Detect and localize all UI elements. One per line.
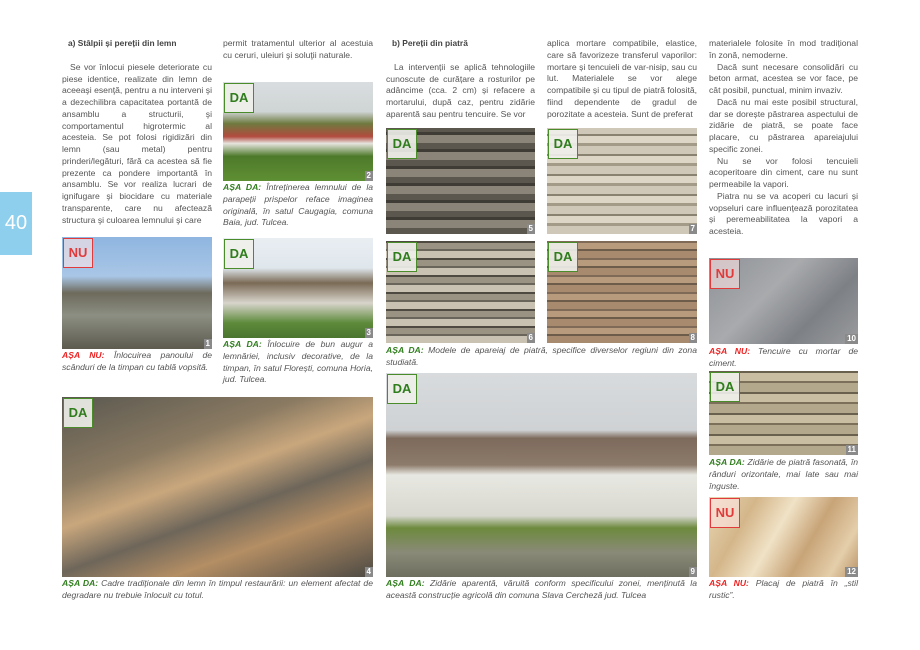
figure-number: 12 bbox=[847, 567, 856, 576]
label-da: AȘA DA: bbox=[386, 578, 425, 588]
figure-number: 6 bbox=[528, 333, 533, 342]
photo-6-stone-wall bbox=[386, 241, 535, 343]
nu-stamp: NU bbox=[710, 498, 740, 528]
paragraph: Dacă sunt necesare consolidări cu beton armat, acestea se vor face, pe cât posibil, punctual, minim invaziv. bbox=[709, 61, 858, 95]
section-heading-b: b) Pereții din piatră bbox=[392, 38, 468, 48]
da-stamp: DA bbox=[63, 398, 93, 428]
caption-text: Placaj de piatră în „stil rustic”. bbox=[709, 578, 859, 600]
da-stamp: DA bbox=[224, 83, 254, 113]
label-da: AȘA DA: bbox=[223, 339, 262, 349]
photo-8-stone-wall bbox=[547, 241, 697, 343]
text-column-1 bbox=[62, 38, 212, 226]
photo-11-dressed-stone bbox=[709, 371, 858, 455]
figure-number: 2 bbox=[366, 171, 371, 180]
text-column-2 bbox=[223, 38, 373, 62]
figure-number: 4 bbox=[366, 567, 371, 576]
caption-text: Înlocuire de bun augur a lemnăriei, inclusiv decorative, de la timpan, în satul Florești, comuna Horia, jud. Tulcea. bbox=[223, 339, 373, 385]
figure-number: 1 bbox=[205, 339, 210, 348]
caption-text: Întreținerea lemnului de la parapeții prispelor reface imaginea originală, în satul Caugagia, comuna Baia, jud. Tulcea. bbox=[223, 182, 374, 228]
paragraph: Dacă nu mai este posibil structural, dar se dorește păstrarea aspectului de zidărie de piatră, se poate face placare, cu păstrarea apareiajului specific zonei. bbox=[709, 96, 858, 154]
figure-number: 5 bbox=[528, 224, 533, 233]
caption-4 bbox=[62, 578, 373, 602]
text-column-5 bbox=[709, 38, 858, 238]
photo-7-stone-wall bbox=[547, 128, 697, 234]
da-stamp: DA bbox=[710, 372, 740, 402]
photo-5-stone-wall bbox=[386, 128, 535, 234]
caption-text: Tencuire cu mortar de ciment. bbox=[709, 346, 859, 368]
caption-11 bbox=[709, 457, 858, 492]
da-stamp: DA bbox=[387, 242, 417, 272]
caption-text: Zidărie aparentă, văruită conform specificului zonei, menținută la această construcție agricolă din comuna Slava Cercheză jud. Tulcea bbox=[386, 578, 697, 600]
caption-text: Zidărie de piatră fasonată, în rânduri orizontale, mai late sau mai înguste. bbox=[709, 457, 858, 491]
photo-9-agricultural-building bbox=[386, 373, 697, 577]
photo-12-rustic-cladding bbox=[709, 497, 858, 577]
section-heading-a: a) Stâlpii și pereții din lemn bbox=[68, 38, 177, 48]
da-stamp: DA bbox=[387, 374, 417, 404]
caption-2 bbox=[223, 182, 373, 229]
caption-9 bbox=[386, 578, 697, 602]
paragraph: Nu se vor folosi tencuieli acoperitoare din ciment, care nu sunt permeabile la vapori. bbox=[709, 155, 858, 189]
figure-number: 9 bbox=[690, 567, 695, 576]
caption-text: Modele de apareiaj de piatră, specifice diverselor regiuni din zona studiată. bbox=[386, 345, 697, 367]
da-stamp: DA bbox=[387, 129, 417, 159]
da-stamp: DA bbox=[548, 242, 578, 272]
page-number-tab: 40 bbox=[0, 192, 32, 255]
figure-number: 8 bbox=[690, 333, 695, 342]
photo-10-cement-render bbox=[709, 258, 858, 344]
caption-text: Cadre tradiționale din lemn în timpul restaurării: un element afectat de degradare nu trebuie înlocuit cu totul. bbox=[62, 578, 373, 600]
photo-4-timber-frames bbox=[62, 397, 373, 577]
label-nu: AȘA NU: bbox=[709, 346, 751, 356]
photo-3-gable-woodwork bbox=[223, 238, 373, 338]
da-stamp: DA bbox=[224, 239, 254, 269]
label-da: AȘA DA: bbox=[386, 345, 424, 355]
figure-number: 7 bbox=[690, 224, 695, 233]
text-column-4 bbox=[547, 38, 697, 120]
da-stamp: DA bbox=[548, 129, 578, 159]
caption-text: Înlocuirea panoului de scânduri de la timpan cu tablă vopsită. bbox=[62, 350, 213, 372]
photo-2-house-porch bbox=[223, 82, 373, 181]
photo-1-house-gable bbox=[62, 237, 212, 349]
nu-stamp: NU bbox=[710, 259, 740, 289]
label-da: AȘA DA: bbox=[223, 182, 262, 192]
caption-12 bbox=[709, 578, 858, 602]
paragraph: Se vor înlocui piesele deteriorate cu piese identice, realizate din lemn de aceeaşi esenţă, pentru a nu interveni şi a dezechilibra capacitatea portantă de ansamblu a structurii, şi comportamentul higrotermic al acesteia. Se pot folosi rigidizări din lemn (sau metal) pentru prinderi/legături, fără ca acestea să fie prezente ca pondere importantă în ansamblu. Se vor realiza lucrari de ignifugare şi biocidare cu materiale transparente, care nu afectează structura şi culoarea lemnului şi care bbox=[62, 61, 212, 225]
figure-number: 10 bbox=[847, 334, 856, 343]
paragraph: aplica mortare compatibile, elastice, care să favorizeze transferul vaporilor: mortare și tencuieli de var-nisip, sau cu lut. Materialele se vor alege compatibile și cu tipul de piatră folosită, fiind dependente de gradul de porozitate a acesteia. Sunt de preferat bbox=[547, 38, 697, 119]
label-nu: AȘA NU: bbox=[62, 350, 105, 360]
nu-stamp: NU bbox=[63, 238, 93, 268]
paragraph: Piatra nu se va acoperi cu lacuri și vopseluri care influențează porozitatea și peremeabilitatea la vapori a acesteia. bbox=[709, 190, 858, 236]
figure-number: 11 bbox=[847, 445, 856, 454]
paragraph: permit tratamentul ulterior al acestuia cu ceruri, uleiuri şi soluţii naturale. bbox=[223, 38, 373, 60]
caption-3 bbox=[223, 339, 373, 386]
label-da: AȘA DA: bbox=[709, 457, 745, 467]
label-da: AȘA DA: bbox=[62, 578, 99, 588]
caption-5-8 bbox=[386, 345, 697, 369]
text-column-3 bbox=[386, 38, 535, 121]
figure-number: 3 bbox=[366, 328, 371, 337]
paragraph: materialele folosite în mod tradițional în zonă, nemoderne. bbox=[709, 38, 858, 60]
paragraph: La intervenții se aplică tehnologiile cunoscute de curățare a rosturilor pe adâncime (cca. 2 cm) și refacere a mortarului, după caz, pentru zidărie aparentă sau pentru tencuire. Se vor bbox=[386, 61, 535, 119]
label-nu: AȘA NU: bbox=[709, 578, 749, 588]
caption-10 bbox=[709, 346, 858, 370]
caption-1 bbox=[62, 350, 212, 374]
